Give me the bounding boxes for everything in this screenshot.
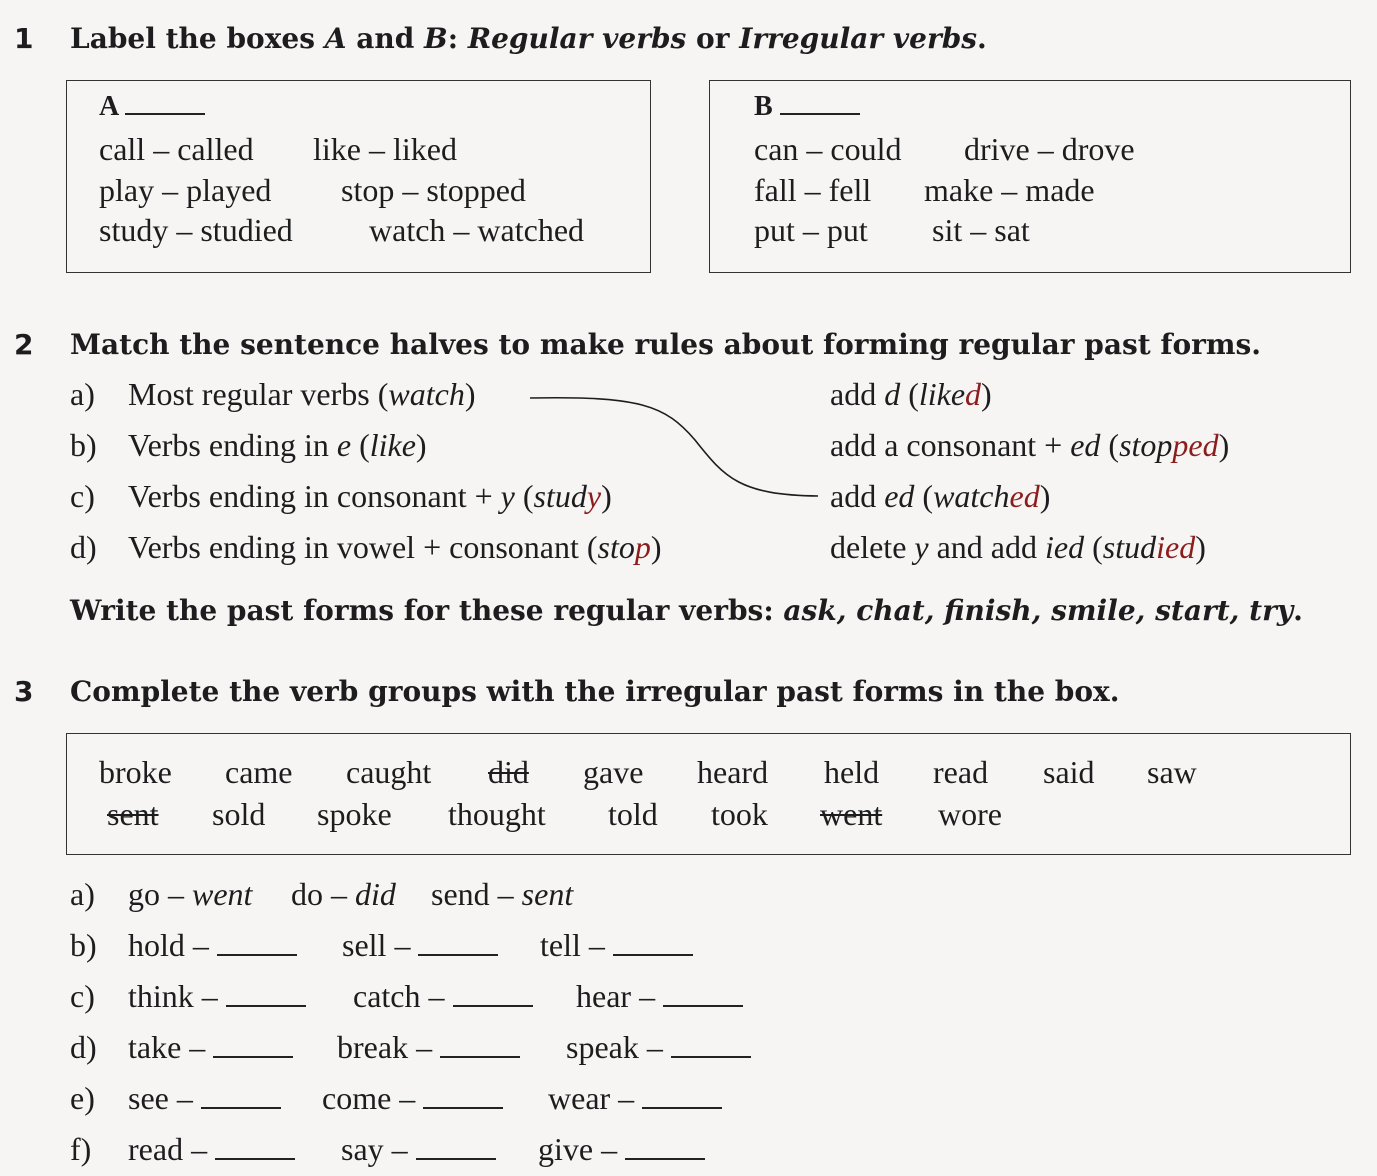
match-left-a[interactable]: a) [70,376,95,412]
answer-blank[interactable] [217,934,297,956]
word-box-item: caught [346,754,432,790]
match-right-1[interactable]: add d (liked) [830,376,992,412]
box-a-label: A [99,91,205,123]
match-left-c[interactable]: c) [70,478,95,514]
answer-blank[interactable] [418,934,498,956]
exercise-1-number: 1 [14,22,34,55]
row-c-item: catch – [353,978,533,1015]
answer-blank[interactable] [213,1036,293,1058]
match-right-3[interactable]: add ed (watched) [830,478,1051,514]
row-b-item: tell – [540,927,693,964]
word-box-item: told [608,796,658,832]
answer-blank[interactable] [613,934,693,956]
word-box-item: held [824,754,880,790]
row-e-letter: e) [70,1080,95,1116]
box-b-item: fall – fell [754,172,872,208]
box-a-item: stop – stopped [341,172,526,208]
word-box-item: took [711,796,768,832]
word-box-item: sold [212,796,266,832]
word-box-item-crossed: did [488,754,529,790]
box-a-item: call – called [99,131,254,167]
row-f-item: give – [538,1131,705,1168]
row-e-item: see – [128,1080,281,1117]
row-a-item: go – went [128,876,253,912]
answer-blank[interactable] [440,1036,520,1058]
match-left-c-text: Verbs ending in consonant + y (study) [128,478,612,514]
answer-blank[interactable] [215,1138,295,1160]
word-box-item: gave [583,754,644,790]
answer-blank[interactable] [671,1036,751,1058]
match-left-d-text: Verbs ending in vowel + consonant (stop) [128,529,662,565]
answer-blank[interactable] [642,1087,722,1109]
match-right-4[interactable]: delete y and add ied (studied) [830,529,1206,565]
row-b-item: hold – [128,927,297,964]
box-b-item: sit – sat [932,212,1030,248]
match-left-d[interactable]: d) [70,529,97,565]
row-d-item: take – [128,1029,293,1066]
box-a [66,80,651,273]
row-c-letter: c) [70,978,95,1014]
box-b-blank[interactable] [780,93,860,115]
answer-blank[interactable] [201,1087,281,1109]
word-box-item: came [225,754,293,790]
exercise-2-instruction: Match the sentence halves to make rules about forming regular past forms. [70,328,1262,361]
box-b-item: drive – drove [964,131,1135,167]
row-b-letter: b) [70,927,97,963]
match-left-a-text: Most regular verbs (watch) [128,376,476,412]
word-box [66,733,1351,855]
answer-blank[interactable] [453,985,533,1007]
box-a-item: study – studied [99,212,293,248]
box-b-item: can – could [754,131,902,167]
box-b-label: B [754,91,860,123]
row-a-letter: a) [70,876,95,912]
match-left-b-text: Verbs ending in e (like) [128,427,427,463]
box-a-item: watch – watched [369,212,585,248]
row-d-item: speak – [566,1029,751,1066]
word-box-item: heard [697,754,769,790]
word-box-item: saw [1147,754,1197,790]
answer-blank[interactable] [416,1138,496,1160]
box-a-blank[interactable] [125,93,205,115]
row-c-item: think – [128,978,306,1015]
exercise-1-instruction: Label the boxes A and B: Regular verbs or Irregular verbs. [70,22,987,55]
word-box-item-crossed: went [820,796,883,832]
row-f-letter: f) [70,1131,92,1167]
answer-blank[interactable] [625,1138,705,1160]
box-b [709,80,1351,273]
row-d-item: break – [337,1029,520,1066]
word-box-item: spoke [317,796,392,832]
row-f-item: read – [128,1131,295,1168]
box-b-item: put – put [754,212,868,248]
box-b-item: make – made [924,172,1095,208]
match-left-b[interactable]: b) [70,427,97,463]
word-box-item: said [1043,754,1095,790]
row-a-item: send – sent [431,876,574,912]
answer-blank[interactable] [663,985,743,1007]
exercise-3-number: 3 [14,675,34,708]
row-d-letter: d) [70,1029,97,1065]
exercise-2-number: 2 [14,328,34,361]
row-f-item: say – [341,1131,496,1168]
box-a-item: play – played [99,172,272,208]
word-box-item-crossed: sent [107,796,159,832]
row-c-item: hear – [576,978,743,1015]
row-e-item: come – [322,1080,503,1117]
match-right-2[interactable]: add a consonant + ed (stopped) [830,427,1230,463]
write-past-forms-instruction: Write the past forms for these regular verbs: ask, chat, finish, smile, start, try. [70,594,1303,627]
row-b-item: sell – [342,927,498,964]
box-a-item: like – liked [313,131,457,167]
word-box-item: thought [448,796,546,832]
answer-blank[interactable] [226,985,306,1007]
word-box-item: broke [99,754,172,790]
exercise-3-instruction: Complete the verb groups with the irregular past forms in the box. [70,675,1120,708]
word-box-item: read [933,754,989,790]
row-a-item: do – did [291,876,396,912]
row-e-item: wear – [548,1080,722,1117]
word-box-item: wore [938,796,1002,832]
answer-blank[interactable] [423,1087,503,1109]
